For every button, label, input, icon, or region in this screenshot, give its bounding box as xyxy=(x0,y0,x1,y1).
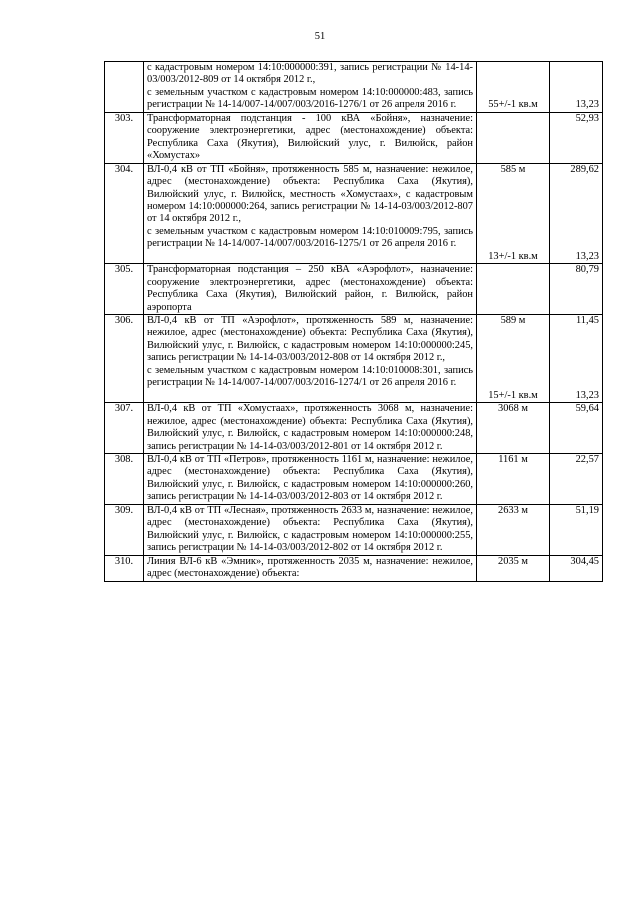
object-size-cell xyxy=(477,403,550,454)
land-plot-description: с земельным участком с кадастровым номером 14:10:010008:301, запись регистрации № 14-14/007-14/007/003/2016-1274/1 от 26 апреля 2016 г. xyxy=(147,364,473,389)
object-description: ВЛ-0,4 кВ от ТП «Лесная», протяженность 2633 м, назначение: нежилое, адрес (местонахождение) объекта: Республика Саха (Якутия), Вилюйский улус, г. Вилюйск, с кадастровым номером 14:10:000000:255, запись регистрации № 14-14-03/003/2012-802 от 14 октября 2012 г. xyxy=(147,504,473,554)
object-description-cell xyxy=(144,112,477,163)
object-value-cell xyxy=(550,454,603,505)
row-number-cell: 306. xyxy=(105,315,144,403)
row-number-cell: 305. xyxy=(105,264,144,315)
table-row xyxy=(105,264,603,315)
object-size: 1161 м xyxy=(498,454,528,465)
object-description-cell xyxy=(144,264,477,315)
row-number-cell: 310. xyxy=(105,555,144,581)
object-description: Трансформаторная подстанция - 100 кВА «Бойня», назначение: сооружение электроэнергетики, адрес (местонахождение) объекта: Республика Саха (Якутия), Вилюйский улус, г. Вилюйск, район «Хомустах» xyxy=(147,112,473,162)
object-description-cell xyxy=(144,454,477,505)
row-number-cell: 307. xyxy=(105,403,144,454)
table-row xyxy=(105,62,603,113)
object-value-cell xyxy=(550,555,603,581)
object-size-cell xyxy=(477,555,550,581)
object-description-cell xyxy=(144,163,477,264)
page-number: 51 xyxy=(314,31,326,42)
object-value: 11,45 xyxy=(576,315,599,327)
object-value: 52,93 xyxy=(575,112,599,124)
object-description: ВЛ-0,4 кВ от ТП «Петров», протяженность 1161 м, назначение: нежилое, адрес (местонахождение) объекта: Республика Саха (Якутия), Вилюйский улус, г. Вилюйск, с кадастровым номером 14:10:000000:260, запись регистрации № 14-14-03/003/2012-803 от 14 октября 2012 г. xyxy=(147,454,473,503)
object-size: 3068 м xyxy=(498,403,528,415)
object-size: 589 м xyxy=(500,315,526,327)
row-number-cell: 304. xyxy=(105,163,144,264)
object-size-land-plot: 55+/-1 кв.м xyxy=(488,99,538,111)
object-size-land-plot: 15+/-1 кв.м xyxy=(488,389,538,401)
object-size: 585 м xyxy=(500,163,526,175)
object-value-land-plot: 13,23 xyxy=(575,250,599,262)
object-description: с кадастровым номером 14:10:000000:391, запись регистрации № 14-14-03/003/2012-809 от 14 октября 2012 г., xyxy=(147,62,473,86)
object-size-cell xyxy=(477,504,550,555)
object-value-cell xyxy=(550,163,603,264)
row-number-cell: 303. xyxy=(105,112,144,163)
object-value: 22,57 xyxy=(575,454,599,465)
table-row xyxy=(105,315,603,403)
object-value: 80,79 xyxy=(575,264,599,276)
object-description-cell xyxy=(144,403,477,454)
object-description: Трансформаторная подстанция – 250 кВА «Аэрофлот», назначение: сооружение электроэнергетики, адрес (местонахождение) объекта: Республика Саха (Якутия), Вилюйский район, г. Вилюйск, район аэропорта xyxy=(147,264,473,313)
table-row xyxy=(105,112,603,163)
object-description-cell xyxy=(144,315,477,403)
object-size: 2035 м xyxy=(498,555,528,567)
property-registry-table xyxy=(104,61,603,582)
object-size-cell xyxy=(477,163,550,264)
row-number-cell: 309. xyxy=(105,504,144,555)
registry-table-body xyxy=(105,62,603,582)
table-row xyxy=(105,555,603,581)
object-description: Линия ВЛ-6 кВ «Эмник», протяженность 2035 м, назначение: нежилое, адрес (местонахождение) объекта: xyxy=(147,555,473,580)
land-plot-description: с земельным участком с кадастровым номером 14:10:010009:795, запись регистрации № 14-14/007-14/007/003/2016-1275/1 от 26 апреля 2016 г. xyxy=(147,225,473,250)
object-description-cell xyxy=(144,62,477,113)
object-size-cell xyxy=(477,62,550,113)
object-value-cell xyxy=(550,112,603,163)
object-size: 2633 м xyxy=(498,504,528,516)
object-description: ВЛ-0,4 кВ от ТП «Бойня», протяженность 585 м, назначение: нежилое, адрес (местонахождение) объекта: Республика Саха (Якутия), Вилюйский улус, г. Вилюйск, местность «Хомустаах», с кадастровым номером 14:10:000000:264, запись регистрации № 14-14-03/003/2012-807 от 14 октября 2012 г., xyxy=(147,163,473,225)
object-description: ВЛ-0,4 кВ от ТП «Хомустаах», протяженность 3068 м, назначение: нежилое, адрес (местонахождение) объекта: Республика Саха (Якутия), Вилюйский улус, г. Вилюйск, с кадастровым номером 14:10:000000:248, запись регистрации № 14-14-03/003/2012-801 от 14 октября 2012 г. xyxy=(147,403,473,452)
object-value: 289,62 xyxy=(570,163,599,175)
object-size-cell xyxy=(477,315,550,403)
object-description-cell xyxy=(144,555,477,581)
object-value-cell xyxy=(550,315,603,403)
object-size-cell xyxy=(477,264,550,315)
row-number-cell xyxy=(105,62,144,113)
object-value-land-plot: 13,23 xyxy=(575,389,599,401)
table-row xyxy=(105,163,603,264)
object-value-cell xyxy=(550,403,603,454)
object-size-land-plot: 13+/-1 кв.м xyxy=(488,250,538,262)
object-value: 51,19 xyxy=(575,504,599,516)
table-row xyxy=(105,454,603,505)
table-row xyxy=(105,504,603,555)
row-number-cell: 308. xyxy=(105,454,144,505)
table-row xyxy=(105,403,603,454)
object-size-cell xyxy=(477,454,550,505)
object-description-cell xyxy=(144,504,477,555)
object-description: ВЛ-0,4 кВ от ТП «Аэрофлот», протяженность 589 м, назначение: нежилое, адрес (местонахождение) объекта: Республика Саха (Якутия), Вилюйский улус, г. Вилюйск, с кадастровым номером 14:10:000000:245, запись регистрации № 14-14-03/003/2012-808 от 14 октября 2012 г., xyxy=(147,315,473,364)
object-value: 59,64 xyxy=(575,403,599,415)
object-value: 304,45 xyxy=(570,555,599,567)
object-value-cell xyxy=(550,504,603,555)
object-value-cell xyxy=(550,62,603,113)
object-value-land-plot: 13,23 xyxy=(575,99,599,111)
land-plot-description: с земельным участком с кадастровым номером 14:10:000000:483, запись регистрации № 14-14/007-14/007/003/2016-1276/1 от 26 апреля 2016 г. xyxy=(147,86,473,111)
object-value-cell xyxy=(550,264,603,315)
object-size-cell xyxy=(477,112,550,163)
